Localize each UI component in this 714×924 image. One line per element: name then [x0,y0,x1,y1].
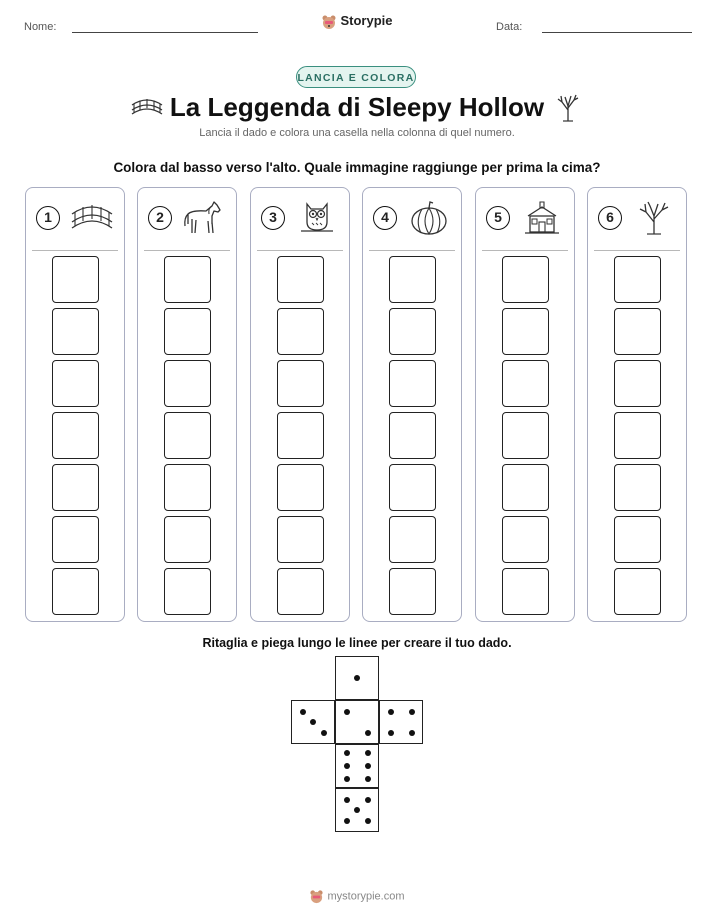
color-box[interactable] [502,360,549,407]
bridge-icon [70,200,114,236]
column-number: 6 [598,206,622,230]
color-box[interactable] [614,516,661,563]
color-box[interactable] [277,412,324,459]
tree-icon [554,92,582,122]
bear-logo-icon [321,14,337,30]
die-pip [365,776,371,782]
footer-url[interactable]: mystorypie.com [327,890,405,903]
column-5 [475,187,575,622]
color-box[interactable] [389,256,436,303]
color-box[interactable] [52,516,99,563]
color-box[interactable] [277,568,324,615]
date-label: Data: [496,21,523,33]
die-face-6[interactable] [335,744,379,788]
column-divider [482,250,568,251]
color-box[interactable] [502,256,549,303]
color-box[interactable] [614,256,661,303]
die-pip [321,730,327,736]
color-box[interactable] [52,256,99,303]
die-pip [310,719,316,725]
column-divider [32,250,118,251]
color-box[interactable] [164,568,211,615]
column-divider [144,250,230,251]
die-pip [344,763,350,769]
color-box[interactable] [614,360,661,407]
die-pip [365,730,371,736]
footer [0,889,714,904]
die-face-3[interactable] [291,700,335,744]
color-box[interactable] [164,360,211,407]
die-pip [388,709,394,715]
color-box[interactable] [389,516,436,563]
name-line[interactable] [72,32,258,33]
color-box[interactable] [164,464,211,511]
page-title: La Leggenda di Sleepy Hollow [169,92,545,122]
die-pip [365,763,371,769]
pumpkin-icon [407,200,451,236]
color-box[interactable] [277,308,324,355]
column-number: 4 [373,206,397,230]
color-box[interactable] [164,308,211,355]
die-pip [409,730,415,736]
brand-name: Storypie [340,13,393,28]
owl-icon [295,200,339,236]
color-box[interactable] [164,412,211,459]
column-3 [250,187,350,622]
color-box[interactable] [52,360,99,407]
color-box[interactable] [502,412,549,459]
schoolhouse-icon [520,200,564,236]
column-divider [257,250,343,251]
die-pip [354,807,360,813]
color-box[interactable] [277,464,324,511]
color-box[interactable] [52,412,99,459]
color-box[interactable] [502,516,549,563]
die-face-4[interactable] [379,700,423,744]
column-number: 2 [148,206,172,230]
column-number: 1 [36,206,60,230]
cut-instruction: Ritaglia e piega lungo le linee per creare il tuo dado. [202,636,512,650]
bear-logo-icon [309,889,324,904]
instruction-text: Colora dal basso verso l'alto. Quale immagine raggiunge per prima la cima? [113,160,601,175]
color-box[interactable] [502,308,549,355]
column-divider [594,250,680,251]
column-4 [362,187,462,622]
die-pip [354,675,360,681]
column-divider [369,250,455,251]
die-pip [365,818,371,824]
die-face-1[interactable] [335,656,379,700]
die-pip [365,797,371,803]
color-box[interactable] [52,568,99,615]
die-pip [344,709,350,715]
color-box[interactable] [502,568,549,615]
horse-icon [182,200,226,236]
color-box[interactable] [164,256,211,303]
die-pip [388,730,394,736]
column-6 [587,187,687,622]
name-label: Nome: [24,21,57,33]
color-box[interactable] [614,412,661,459]
color-box[interactable] [389,308,436,355]
color-box[interactable] [614,568,661,615]
color-box[interactable] [389,360,436,407]
die-pip [344,797,350,803]
die-pip [344,818,350,824]
die-pip [300,709,306,715]
column-number: 5 [486,206,510,230]
tree-icon [632,200,676,236]
color-box[interactable] [614,308,661,355]
page-subtitle: Lancia il dado e colora una casella nella colonna di quel numero. [199,127,515,139]
color-box[interactable] [389,568,436,615]
color-box[interactable] [614,464,661,511]
die-face-2[interactable] [335,700,379,744]
column-2 [137,187,237,622]
color-box[interactable] [277,256,324,303]
color-box[interactable] [52,308,99,355]
column-number: 3 [261,206,285,230]
color-box[interactable] [389,464,436,511]
color-box[interactable] [389,412,436,459]
date-line[interactable] [542,32,692,33]
color-box[interactable] [164,516,211,563]
brand-logo [0,13,714,30]
die-pip [344,750,350,756]
column-1 [25,187,125,622]
die-face-5[interactable] [335,788,379,832]
color-box[interactable] [277,516,324,563]
color-box[interactable] [277,360,324,407]
color-box[interactable] [502,464,549,511]
die-pip [365,750,371,756]
die-pip [344,776,350,782]
die-pip [409,709,415,715]
color-box[interactable] [52,464,99,511]
activity-badge: LANCIA E COLORA [296,66,416,88]
